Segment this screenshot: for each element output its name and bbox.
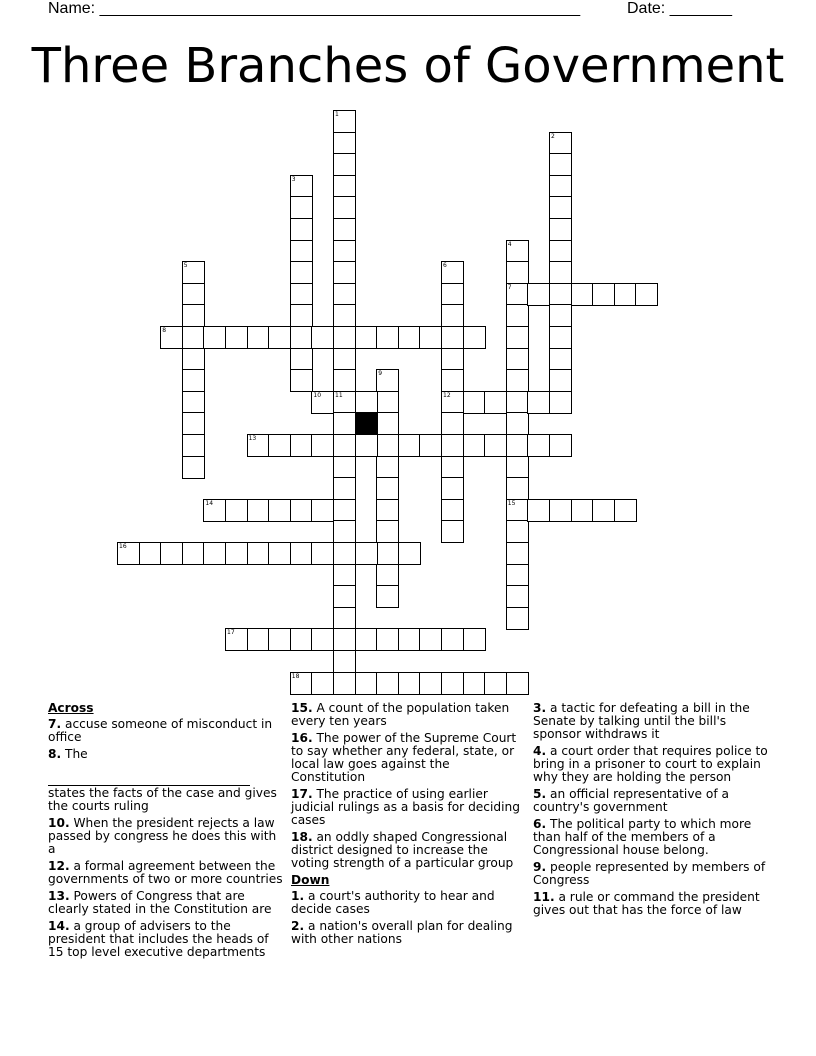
clue-number-label: 4 — [507, 240, 512, 248]
clue-number: 8. — [48, 747, 62, 761]
grid-cell[interactable] — [549, 369, 572, 392]
clue-text: a court order that requires police to bring in a prisoner to court to explain why they are holding the person — [533, 744, 768, 784]
grid-cell[interactable] — [290, 218, 313, 241]
grid-cell[interactable] — [376, 434, 399, 457]
clue-number: 18. — [291, 830, 313, 844]
clue-text: The power of the Supreme Court to say whether any federal, state, or local law goes against the Constitution — [291, 731, 517, 784]
grid-cell[interactable] — [549, 196, 572, 219]
grid-cell[interactable] — [182, 348, 205, 371]
grid-cell[interactable] — [549, 434, 572, 457]
grid-cell[interactable] — [376, 628, 399, 651]
clue-number-label: 5 — [183, 262, 188, 270]
clues-column-1 — [48, 702, 284, 963]
clue-number: 1. — [291, 889, 305, 903]
clue-number-label: 1 — [335, 111, 339, 118]
grid-cell[interactable] — [268, 434, 291, 457]
grid-cell[interactable] — [225, 499, 248, 522]
grid-cell[interactable] — [398, 434, 421, 457]
grid-cell[interactable] — [311, 434, 334, 457]
clue-number: 2. — [291, 919, 305, 933]
clue-number: 13. — [48, 889, 70, 903]
clue-across-7 — [48, 718, 284, 744]
grid-cell[interactable] — [506, 564, 529, 587]
grid-cell[interactable] — [419, 672, 442, 695]
clue-text: a tactic for defeating a bill in the Senate by talking until the bill's sponsor withdraws it — [533, 701, 750, 741]
grid-cell[interactable] — [506, 520, 529, 543]
grid-cell[interactable] — [182, 369, 205, 392]
grid-cell[interactable] — [203, 326, 226, 349]
clue-number: 12. — [48, 859, 70, 873]
grid-cell[interactable] — [376, 477, 399, 500]
grid-cell[interactable] — [311, 542, 334, 565]
clue-across-15 — [291, 702, 527, 728]
grid-cell[interactable] — [376, 585, 399, 608]
grid-cell[interactable] — [592, 499, 615, 522]
clue-text: a group of advisers to the president that includes the heads of 15 top level executive departments — [48, 919, 269, 959]
grid-cell[interactable] — [333, 412, 356, 435]
clue-number: 16. — [291, 731, 313, 745]
grid-cell[interactable] — [333, 369, 356, 392]
grid-cell[interactable] — [527, 434, 550, 457]
clue-text: The political party to which more than half of the members of a Congressional house belong. — [533, 817, 752, 857]
grid-cell[interactable] — [311, 672, 334, 695]
grid-cell[interactable] — [333, 456, 356, 479]
grid-cell[interactable] — [376, 326, 399, 349]
clue-text: a formal agreement between the governments of two or more countries — [48, 859, 283, 886]
grid-cell[interactable] — [333, 477, 356, 500]
grid-cell[interactable] — [527, 499, 550, 522]
grid-cell[interactable] — [571, 499, 594, 522]
grid-cell[interactable] — [398, 326, 421, 349]
grid-cell[interactable] — [614, 283, 637, 306]
grid-cell[interactable] — [311, 499, 334, 522]
clue-text: a rule or command the president gives out that has the force of law — [533, 890, 760, 917]
clue-text: an oddly shaped Congressional district designed to increase the voting strength of a particular group — [291, 830, 514, 870]
grid-cell[interactable] — [333, 434, 356, 457]
clue-across-13 — [48, 890, 284, 916]
grid-cell[interactable] — [290, 304, 313, 327]
grid-cell[interactable] — [333, 564, 356, 587]
grid-cell[interactable] — [268, 542, 291, 565]
grid-cell[interactable] — [506, 261, 529, 284]
grid-cell[interactable] — [506, 672, 529, 695]
clue-number-label: 12 — [443, 391, 451, 399]
grid-cell[interactable] — [376, 520, 399, 543]
grid-cell[interactable] — [182, 283, 205, 306]
grid-cell[interactable] — [441, 628, 464, 651]
grid-cell[interactable] — [355, 628, 378, 651]
grid-cell[interactable] — [441, 477, 464, 500]
grid-cell[interactable] — [419, 628, 442, 651]
grid-cell[interactable] — [463, 628, 486, 651]
grid-cell[interactable] — [247, 542, 270, 565]
grid-cell[interactable] — [355, 326, 378, 349]
grid-cell[interactable] — [311, 326, 334, 349]
clue-text: a nation's overall plan for dealing with other nations — [291, 919, 513, 946]
grid-cell[interactable] — [333, 261, 356, 284]
grid-cell[interactable] — [290, 196, 313, 219]
grid-cell[interactable] — [376, 672, 399, 695]
grid-cell[interactable] — [355, 672, 378, 695]
grid-cell[interactable] — [549, 304, 572, 327]
grid-cell[interactable] — [290, 283, 313, 306]
clue-text: accuse someone of misconduct in office — [48, 717, 273, 744]
clue-number-label: 2 — [551, 132, 555, 140]
grid-cell[interactable] — [463, 672, 486, 695]
clue-text: an official representative of a country's government — [533, 787, 729, 814]
grid-cell[interactable] — [182, 456, 205, 479]
grid-cell[interactable] — [290, 240, 313, 263]
grid-cell[interactable] — [506, 391, 529, 414]
grid-cell[interactable] — [484, 672, 507, 695]
grid-cell[interactable] — [549, 261, 572, 284]
clue-down-2 — [291, 920, 527, 946]
clue-number-label: 8 — [162, 327, 167, 334]
grid-cell[interactable] — [549, 326, 572, 349]
clue-text: Powers of Congress that are clearly stated in the Constitution are — [48, 889, 272, 916]
clue-across-10 — [48, 817, 284, 856]
grid-cell[interactable] — [441, 434, 464, 457]
grid-cell[interactable] — [441, 412, 464, 435]
grid-cell[interactable] — [506, 434, 529, 457]
grid-cell[interactable] — [225, 542, 248, 565]
clue-text: The practice of using earlier judicial rulings as a basis for deciding cases — [291, 787, 520, 827]
grid-cell[interactable] — [398, 542, 421, 565]
clue-text: When the president rejects a law passed by congress he does this with a — [48, 816, 277, 856]
clues-column-3 — [533, 702, 769, 921]
grid-cell[interactable] — [549, 348, 572, 371]
clue-across-17 — [291, 788, 527, 827]
grid-cell[interactable] — [333, 628, 356, 651]
clue-down-5 — [533, 788, 769, 814]
date-label: Date: — [627, 0, 670, 17]
grid-cell[interactable] — [333, 132, 356, 155]
grid-cell[interactable] — [268, 628, 291, 651]
grid-cell[interactable] — [376, 412, 399, 435]
clue-number-label: 6 — [443, 262, 447, 270]
grid-cell[interactable] — [463, 434, 486, 457]
grid-cell[interactable] — [333, 218, 356, 241]
grid-cell[interactable] — [333, 153, 356, 176]
date-line: _______ — [669, 0, 732, 17]
clue-number-label: 17 — [227, 629, 235, 637]
grid-cell[interactable] — [290, 369, 313, 392]
grid-cell[interactable] — [225, 326, 248, 349]
clues-column-2 — [291, 702, 527, 950]
grid-cell[interactable] — [398, 672, 421, 695]
clue-number-label: 14 — [205, 499, 214, 507]
grid-cell[interactable] — [182, 542, 205, 565]
clue-across-14 — [48, 920, 284, 959]
grid-cell[interactable] — [333, 585, 356, 608]
grid-cell[interactable] — [441, 348, 464, 371]
grid-cell[interactable] — [247, 628, 270, 651]
grid-cell[interactable] — [549, 240, 572, 263]
across-heading: Across — [48, 701, 94, 715]
grid-cell[interactable] — [376, 391, 399, 414]
grid-cell[interactable] — [419, 326, 442, 349]
clue-number: 4. — [533, 744, 547, 758]
grid-cell[interactable] — [182, 412, 205, 435]
clue-number-label: 3 — [291, 175, 296, 183]
grid-cell[interactable] — [268, 499, 291, 522]
clue-number-label: 11 — [335, 391, 343, 399]
grid-cell[interactable] — [549, 175, 572, 198]
page-title: Three Branches of Government — [31, 38, 785, 94]
clue-down-11 — [533, 891, 769, 917]
grid-cell[interactable] — [333, 672, 356, 695]
grid-cell[interactable] — [506, 304, 529, 327]
clue-number-label: 18 — [291, 672, 300, 680]
grid-cell[interactable] — [592, 283, 615, 306]
grid-cell[interactable] — [506, 607, 529, 630]
grid-cell[interactable] — [527, 283, 550, 306]
grid-cell[interactable] — [182, 391, 205, 414]
clue-number: 14. — [48, 919, 70, 933]
grid-cell[interactable] — [355, 434, 378, 457]
clue-across-8 — [48, 748, 284, 813]
grid-cell[interactable] — [290, 499, 313, 522]
grid-cell[interactable] — [333, 348, 356, 371]
grid-cell[interactable] — [506, 585, 529, 608]
grid-cell[interactable] — [376, 542, 399, 565]
grid-cell[interactable] — [311, 628, 334, 651]
grid-cell[interactable] — [376, 456, 399, 479]
grid-cell[interactable] — [441, 520, 464, 543]
grid-cell[interactable] — [333, 240, 356, 263]
clue-down-1 — [291, 890, 527, 916]
clue-number: 7. — [48, 717, 62, 731]
grid-cell[interactable] — [549, 218, 572, 241]
grid-cell[interactable] — [333, 499, 356, 522]
clue-down-3 — [533, 702, 769, 741]
clue-number-label: 15 — [507, 499, 516, 507]
clue-number-label: 10 — [313, 391, 322, 399]
grid-cell[interactable] — [506, 542, 529, 565]
grid-cell[interactable] — [549, 283, 572, 306]
grid-cell[interactable] — [247, 326, 270, 349]
grid-cell[interactable] — [527, 391, 550, 414]
clue-number-label: 9 — [378, 370, 383, 378]
clue-number: 17. — [291, 787, 313, 801]
clue-text: a court's authority to hear and decide cases — [291, 889, 495, 916]
clue-number-label: 13 — [248, 435, 257, 442]
grid-cell[interactable] — [441, 304, 464, 327]
grid-cell[interactable] — [290, 628, 313, 651]
grid-cell[interactable] — [182, 326, 205, 349]
grid-cell[interactable] — [290, 542, 313, 565]
clue-number: 3. — [533, 701, 547, 715]
grid-cell[interactable] — [333, 304, 356, 327]
grid-cell[interactable] — [333, 326, 356, 349]
answer-blank-line — [48, 773, 250, 786]
grid-cell[interactable] — [290, 261, 313, 284]
grid-cell[interactable] — [333, 520, 356, 543]
grid-cell[interactable] — [376, 564, 399, 587]
black-square — [355, 412, 378, 435]
grid-cell[interactable] — [290, 348, 313, 371]
grid-cell[interactable] — [506, 456, 529, 479]
grid-cell[interactable] — [160, 542, 183, 565]
clue-text: people represented by members of Congress — [533, 860, 766, 887]
grid-cell[interactable] — [268, 326, 291, 349]
grid-cell[interactable] — [506, 326, 529, 349]
clue-text: A count of the population taken every ten years — [291, 701, 510, 728]
grid-cell[interactable] — [355, 391, 378, 414]
grid-cell[interactable] — [441, 283, 464, 306]
clue-number: 6. — [533, 817, 547, 831]
grid-cell[interactable] — [333, 542, 356, 565]
down-heading: Down — [291, 873, 330, 887]
clue-down-9 — [533, 861, 769, 887]
grid-cell[interactable] — [441, 369, 464, 392]
clue-down-6 — [533, 818, 769, 857]
clue-number: 10. — [48, 816, 70, 830]
clue-number-label: 7 — [507, 283, 512, 291]
grid-cell[interactable] — [614, 499, 637, 522]
name-line: ______________________________________________________ — [99, 0, 581, 17]
grid-cell[interactable] — [333, 650, 356, 673]
grid-cell[interactable] — [441, 672, 464, 695]
clue-across-16 — [291, 732, 527, 784]
grid-cell[interactable] — [376, 499, 399, 522]
grid-cell[interactable] — [333, 196, 356, 219]
clue-number-label: 16 — [119, 543, 127, 550]
grid-cell[interactable] — [549, 391, 572, 414]
clue-across-12 — [48, 860, 284, 886]
grid-cell[interactable] — [203, 542, 226, 565]
grid-cell[interactable] — [247, 499, 270, 522]
grid-cell[interactable] — [419, 434, 442, 457]
clue-number: 9. — [533, 860, 547, 874]
name-label: Name: — [48, 0, 100, 17]
grid-cell[interactable] — [333, 283, 356, 306]
grid-cell[interactable] — [441, 499, 464, 522]
grid-cell[interactable] — [333, 175, 356, 198]
grid-cell[interactable] — [290, 434, 313, 457]
clue-text-continued: states the facts of the case and gives the courts ruling — [48, 786, 277, 813]
grid-cell[interactable] — [182, 434, 205, 457]
grid-cell[interactable] — [506, 412, 529, 435]
grid-cell[interactable] — [290, 326, 313, 349]
clue-down-4 — [533, 745, 769, 784]
grid-cell[interactable] — [182, 304, 205, 327]
grid-cell[interactable] — [484, 434, 507, 457]
grid-cell[interactable] — [571, 283, 594, 306]
clue-number: 15. — [291, 701, 313, 715]
clue-text: The — [65, 747, 88, 761]
grid-cell[interactable] — [635, 283, 658, 306]
grid-cell[interactable] — [484, 391, 507, 414]
grid-cell[interactable] — [463, 326, 486, 349]
clue-number: 5. — [533, 787, 547, 801]
grid-cell[interactable] — [441, 326, 464, 349]
grid-cell[interactable] — [139, 542, 162, 565]
grid-cell[interactable] — [463, 391, 486, 414]
grid-cell[interactable] — [549, 499, 572, 522]
grid-cell[interactable] — [506, 369, 529, 392]
grid-cell[interactable] — [506, 477, 529, 500]
grid-cell[interactable] — [355, 542, 378, 565]
clue-number: 11. — [533, 890, 555, 904]
grid-cell[interactable] — [333, 607, 356, 630]
grid-cell[interactable] — [549, 153, 572, 176]
grid-cell[interactable] — [441, 456, 464, 479]
clue-across-18 — [291, 831, 527, 870]
grid-cell[interactable] — [398, 628, 421, 651]
grid-cell[interactable] — [506, 348, 529, 371]
